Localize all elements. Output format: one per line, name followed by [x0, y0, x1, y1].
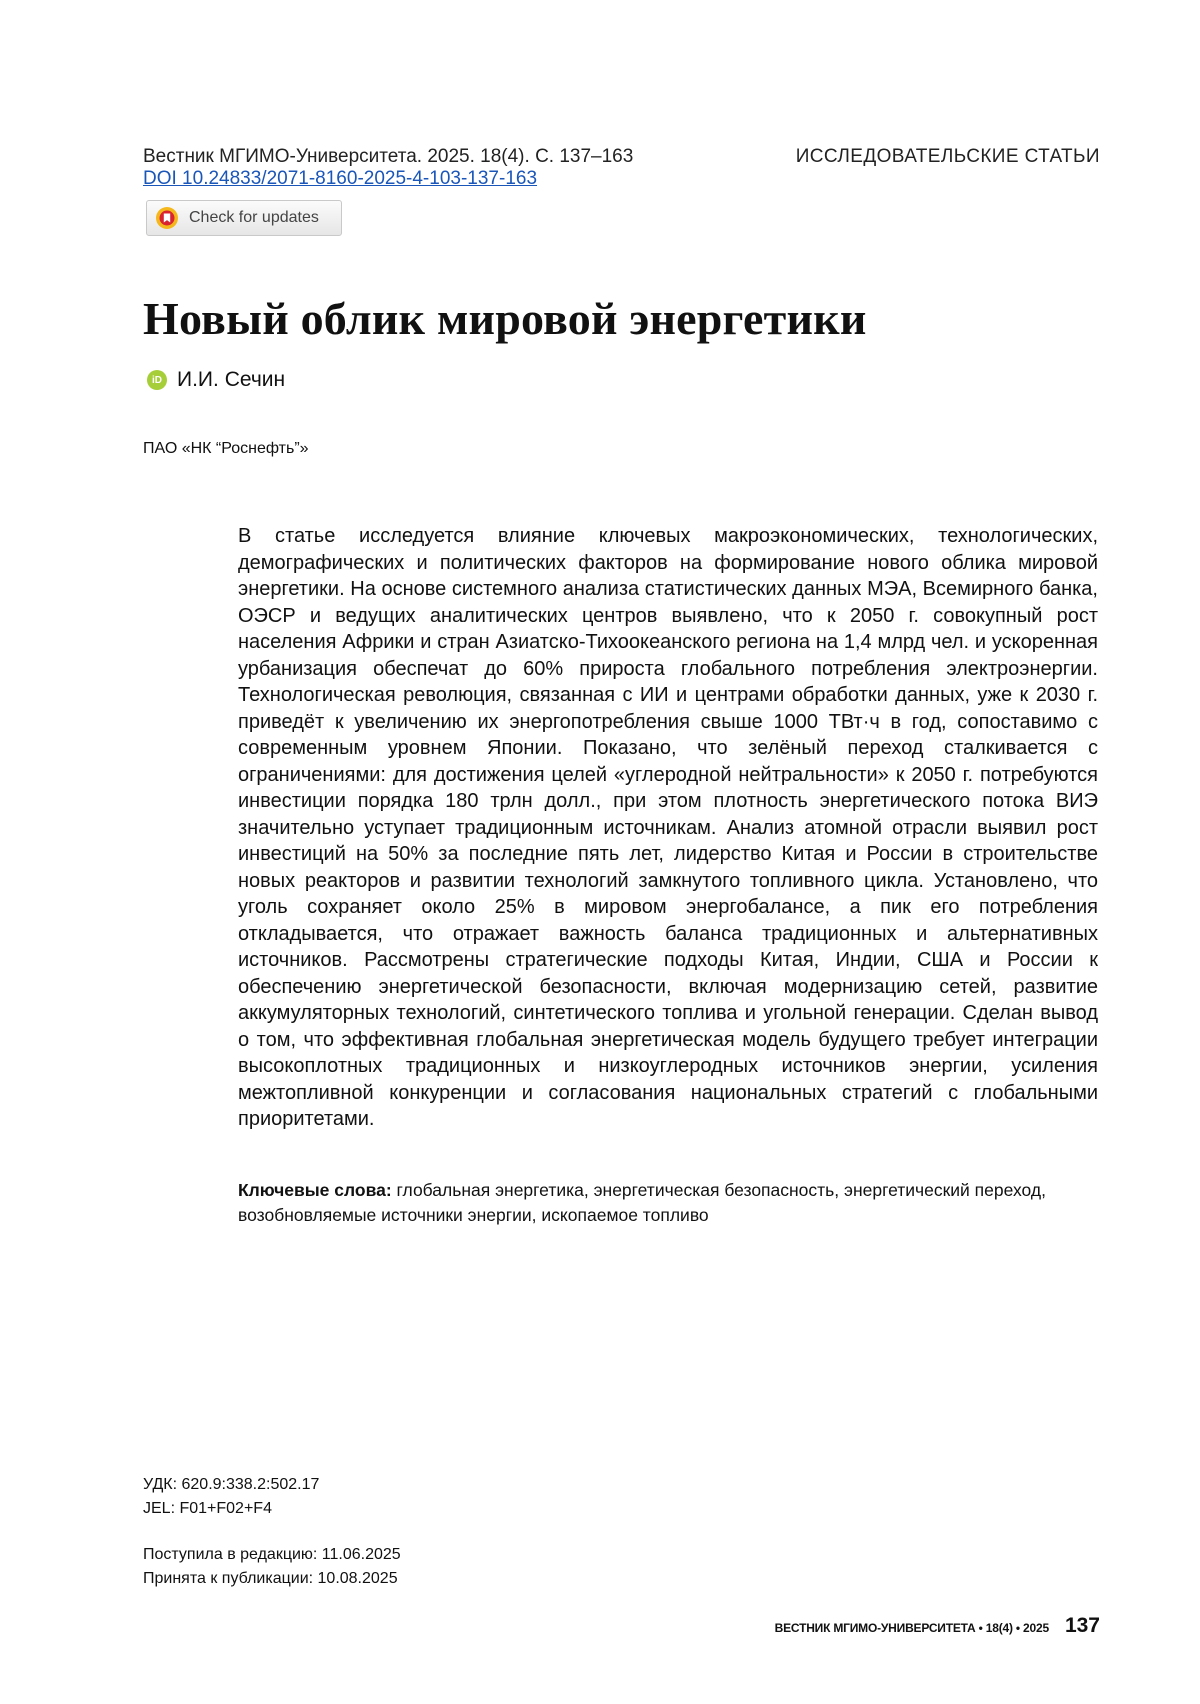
received-date: Поступила в редакцию: 11.06.2025: [143, 1543, 401, 1567]
crossmark-icon: [155, 206, 179, 230]
doi-link[interactable]: DOI 10.24833/2071-8160-2025-4-103-137-163: [143, 168, 633, 190]
classification-codes: [143, 1473, 319, 1521]
keywords-label: Ключевые слова:: [238, 1180, 392, 1200]
orcid-icon[interactable]: iD: [147, 370, 167, 390]
keywords-text: глобальная энергетика, энергетическая безопасность, энергетический переход, возобновляемые источники энергии, ископаемое топливо: [238, 1180, 1046, 1225]
publication-dates: [143, 1543, 401, 1591]
author-line: [147, 368, 285, 392]
affiliation: ПАО «НК “Роснефть”»: [143, 440, 309, 458]
keywords: [238, 1178, 1098, 1228]
journal-header: [143, 146, 633, 190]
journal-reference: Вестник МГИМО-Университета. 2025. 18(4). С. 137–163: [143, 146, 633, 168]
page-footer: [775, 1614, 1100, 1638]
article-title: Новый облик мировой энергетики: [143, 292, 867, 345]
abstract: В статье исследуется влияние ключевых макроэкономических, технологических, демографических и политических факторов на формирование нового облика мировой энергетики. На основе системного анализа статистических данных МЭА, Всемирного банка, ОЭСР и ведущих аналитических центров выявлено, что к 2050 г. совокупный рост населения Африки и стран Азиатско-Тихоокеанского региона на 1,4 млрд чел. и ускоренная урбанизация обеспечат до 60% прироста глобального потребления электроэнергии. Технологическая революция, связанная с ИИ и центрами обработки данных, уже к 2030 г. приведёт к увеличению их энергопотребления свыше 1000 ТВт·ч в год, сопоставимо с современным уровнем Японии. Показано, что зелёный переход сталкивается с ограничениями: для достижения целей «углеродной нейтральности» к 2050 г. потребуются инвестиции порядка 180 трлн долл., при этом плотность энергетического потока ВИЭ значительно уступает традиционным источникам. Анализ атомной отрасли выявил рост инвестиций на 50% за последние пять лет, лидерство Китая и России в строительстве новых реакторов и развитии технологий замкнутого топливного цикла. Установлено, что уголь сохраняет около 25% в мировом энергобалансе, а пик его потребления откладывается, что отражает важность баланса традиционных и альтернативных источников. Рассмотрены стратегические подходы Китая, Индии, США и России к обеспечению энергетической безопасности, включая модернизацию сетей, развитие аккумуляторных технологий, синтетического топлива и угольной генерации. Сделан вывод о том, что эффективная глобальная энергетическая модель будущего требует интеграции высокоплотных традиционных и низкоуглеродных источников энергии, усиления межтопливной конкуренции и согласования национальных стратегий с глобальными приоритетами.: [238, 523, 1098, 1133]
check-for-updates-button[interactable]: [146, 200, 342, 236]
udk-code: УДК: 620.9:338.2:502.17: [143, 1473, 319, 1497]
footer-journal: ВЕСТНИК МГИМО-УНИВЕРСИТЕТА • 18(4) • 2025: [775, 1621, 1049, 1635]
author-name: И.И. Сечин: [177, 368, 285, 392]
page-number: 137: [1065, 1614, 1100, 1638]
check-for-updates-label: Check for updates: [189, 209, 319, 227]
section-label: ИССЛЕДОВАТЕЛЬСКИЕ СТАТЬИ: [796, 146, 1100, 168]
accepted-date: Принята к публикации: 10.08.2025: [143, 1567, 401, 1591]
jel-code: JEL: F01+F02+F4: [143, 1497, 319, 1521]
